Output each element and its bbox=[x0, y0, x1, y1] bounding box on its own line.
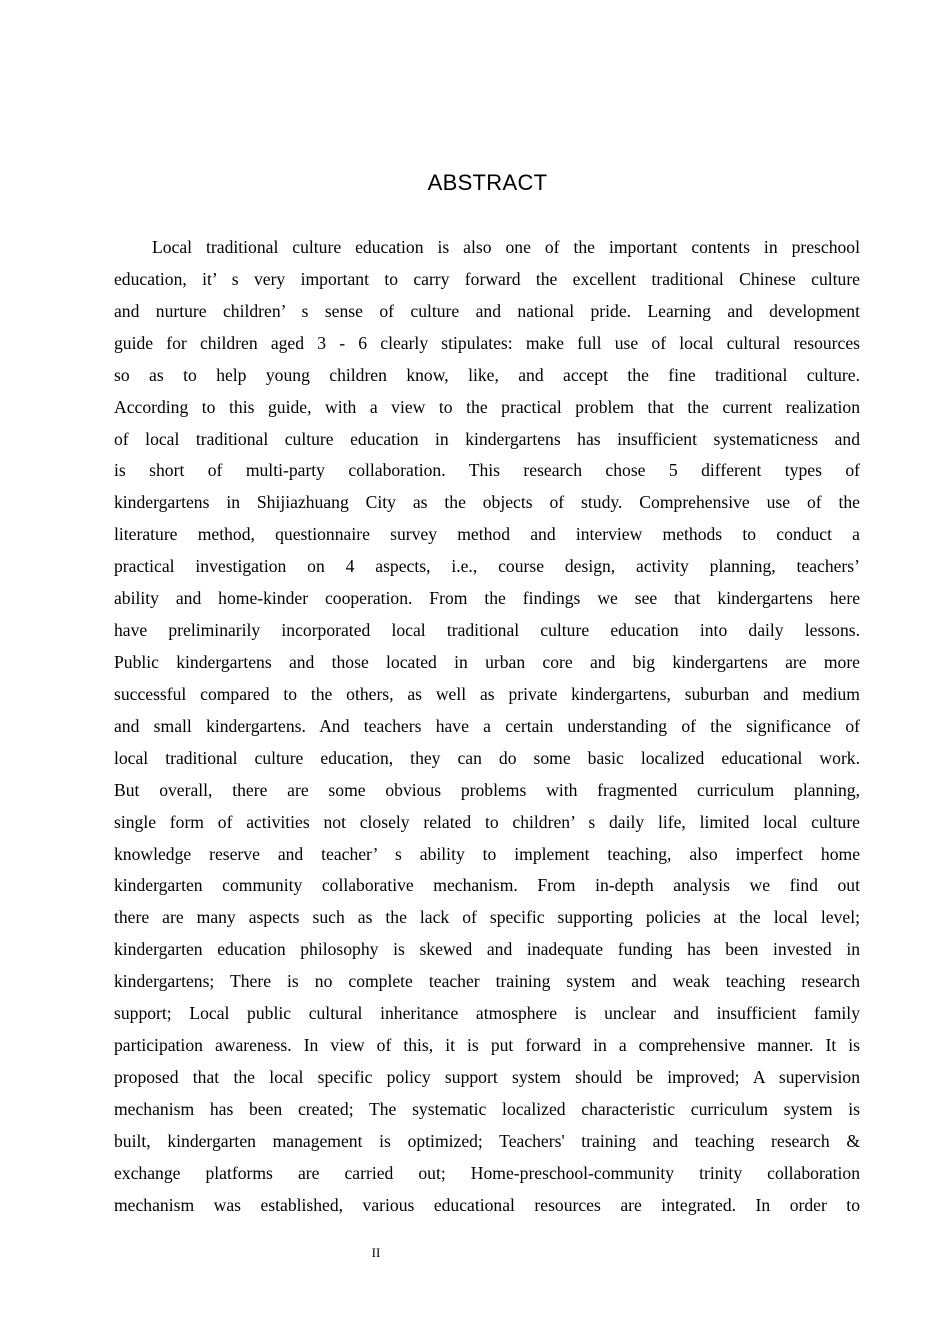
paragraph-line: guide for children aged 3 - 6 clearly stipulates: make full use of local cultural resources bbox=[114, 332, 860, 353]
paragraph-line: ability and home-kinder cooperation. From the findings we see that kindergartens here bbox=[114, 588, 860, 609]
paragraph-line: local traditional culture education, they can do some basic localized educational work. bbox=[114, 747, 860, 768]
paragraph-line: exchange platforms are carried out; Home-preschool-community trinity collaboration bbox=[114, 1162, 860, 1183]
paragraph-line: education, it’ s very important to carry forward the excellent traditional Chinese culture bbox=[114, 268, 860, 289]
paragraph-line: single form of activities not closely related to children’ s daily life, limited local culture bbox=[114, 811, 860, 832]
paragraph-line: kindergartens; There is no complete teacher training system and weak teaching research bbox=[114, 971, 860, 992]
paragraph-line: there are many aspects such as the lack of specific supporting policies at the local level; bbox=[114, 907, 860, 928]
paragraph-line: proposed that the local specific policy support system should be improved; A supervision bbox=[114, 1066, 860, 1087]
abstract-paragraph bbox=[114, 232, 860, 1222]
paragraph-line: knowledge reserve and teacher’ s ability to implement teaching, also imperfect home bbox=[114, 843, 860, 864]
paragraph-line: mechanism has been created; The systematic localized characteristic curriculum system is bbox=[114, 1098, 860, 1119]
paragraph-line: kindergarten community collaborative mechanism. From in-depth analysis we find out bbox=[114, 875, 860, 896]
paragraph-line: According to this guide, with a view to the practical problem that the current realization bbox=[114, 396, 860, 417]
paragraph-line: have preliminarily incorporated local traditional culture education into daily lessons. bbox=[114, 620, 860, 641]
page-number: II bbox=[371, 1245, 381, 1260]
paragraph-line: and small kindergartens. And teachers have a certain understanding of the significance of bbox=[114, 715, 860, 736]
paragraph-line: support; Local public cultural inheritance atmosphere is unclear and insufficient family bbox=[114, 1003, 860, 1024]
paragraph-line: Local traditional culture education is also one of the important contents in preschool bbox=[152, 237, 860, 257]
paragraph-line: and nurture children’ s sense of culture and national pride. Learning and development bbox=[114, 300, 860, 321]
paragraph-line: is short of multi-party collaboration. This research chose 5 different types of bbox=[114, 460, 860, 481]
page-title: ABSTRACT bbox=[427, 170, 548, 195]
paragraph-line: practical investigation on 4 aspects, i.e., course design, activity planning, teachers’ bbox=[114, 556, 860, 577]
paragraph-line: kindergartens in Shijiazhuang City as the objects of study. Comprehensive use of the bbox=[114, 492, 860, 513]
paragraph-line: of local traditional culture education in kindergartens has insufficient systematicness and bbox=[114, 428, 860, 449]
paragraph-line: participation awareness. In view of this, it is put forward in a comprehensive manner. It is bbox=[114, 1035, 860, 1056]
paragraph-line: literature method, questionnaire survey method and interview methods to conduct a bbox=[114, 524, 860, 545]
paragraph-line: Public kindergartens and those located in urban core and big kindergartens are more bbox=[114, 651, 860, 672]
paragraph-line: But overall, there are some obvious problems with fragmented curriculum planning, bbox=[114, 779, 860, 800]
paragraph-line: kindergarten education philosophy is skewed and inadequate funding has been invested in bbox=[114, 939, 860, 960]
paragraph-line: mechanism was established, various educational resources are integrated. In order to bbox=[114, 1194, 860, 1215]
paragraph-line: built, kindergarten management is optimized; Teachers' training and teaching research & bbox=[114, 1130, 860, 1151]
paragraph-line: successful compared to the others, as well as private kindergartens, suburban and medium bbox=[114, 683, 860, 704]
paragraph-line: so as to help young children know, like, and accept the fine traditional culture. bbox=[114, 364, 860, 385]
